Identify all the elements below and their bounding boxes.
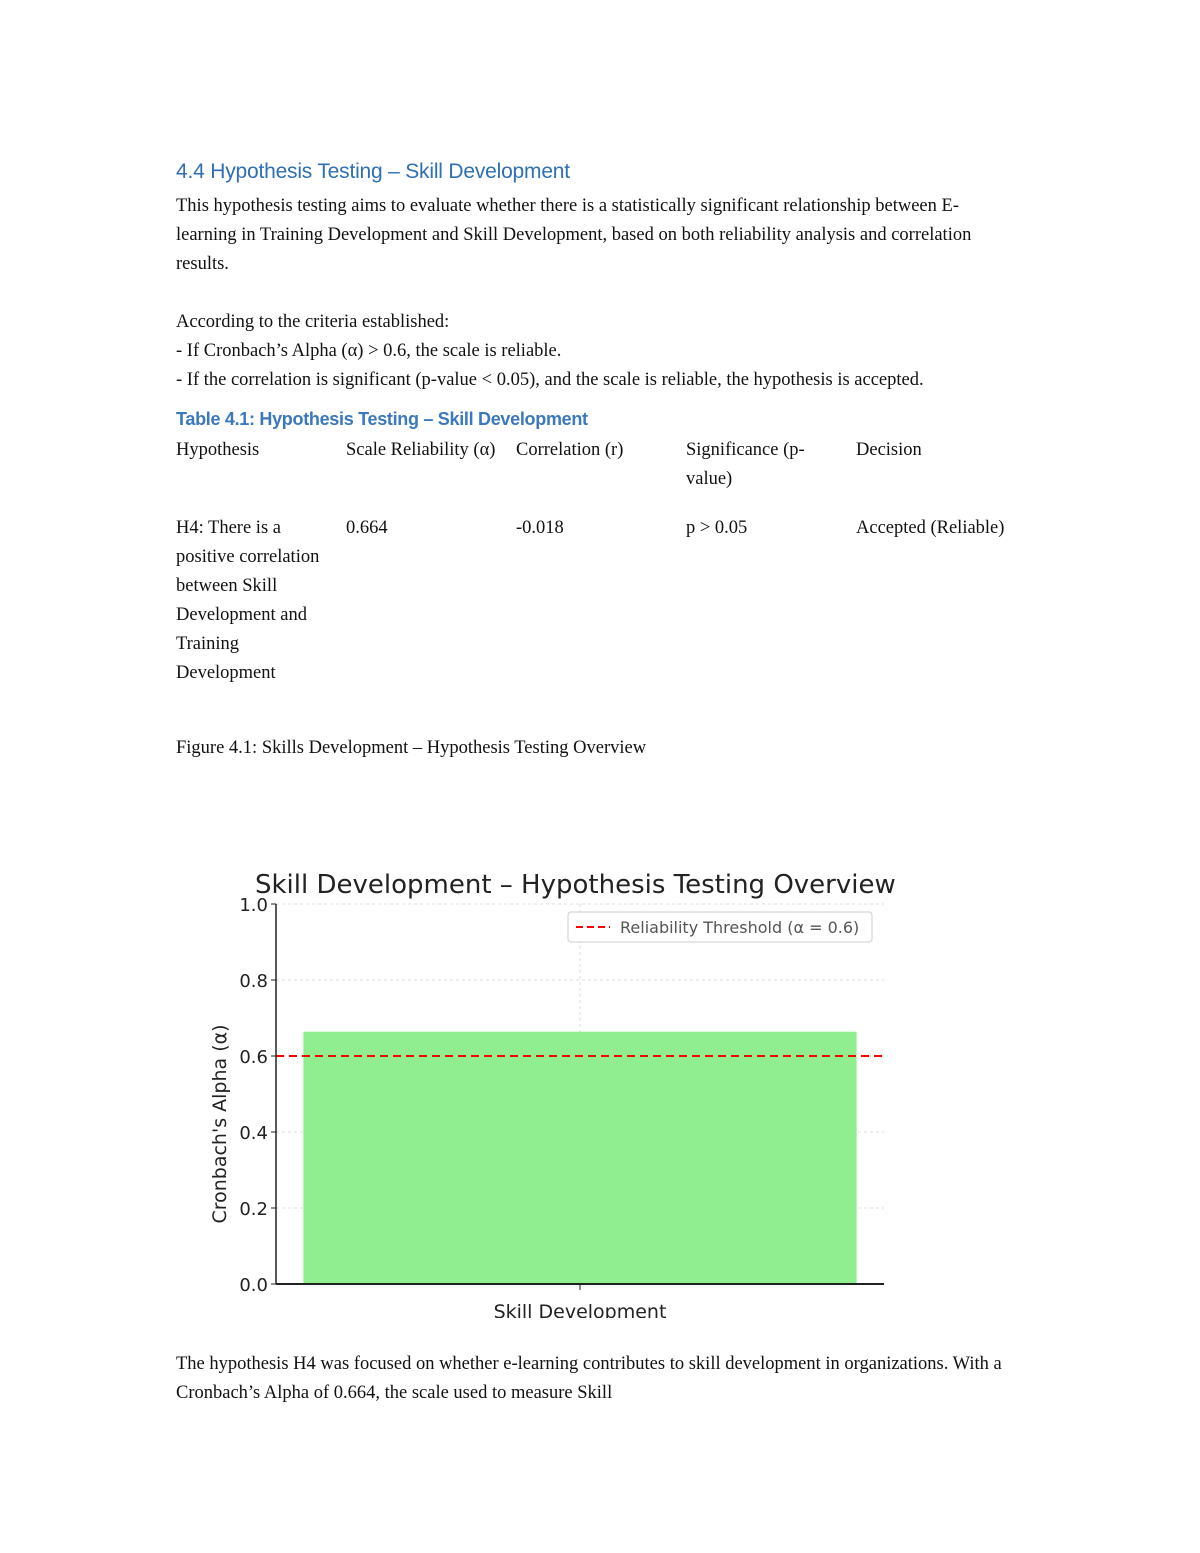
header-scale-reliability: Scale Reliability (α) [346, 440, 496, 460]
hypothesis-table [176, 436, 1026, 688]
cell-reliability: 0.664 [346, 518, 388, 538]
chart-title: Skill Development – Hypothesis Testing Overview [255, 870, 896, 900]
cell-decision: Accepted (Reliable) [856, 518, 1005, 538]
criterion-2: - If the correlation is significant (p-value < 0.05), and the scale is reliable, the hypothesis is accepted. [176, 370, 924, 390]
y-axis-label: Cronbach's Alpha (α) [209, 1024, 231, 1224]
intro-paragraph: This hypothesis testing aims to evaluate whether there is a statistically significant relationship between E-learning in Training Development and Skill Development, based on both reliability analysis and correlation results. [176, 196, 972, 274]
y-tick-label: 1.0 [239, 895, 268, 916]
y-tick-label: 0.8 [239, 971, 268, 992]
header-hypothesis: Hypothesis [176, 440, 260, 460]
conclusion-paragraph: The hypothesis H4 was focused on whether e-learning contributes to skill development in organizations. With a Cronbach’s Alpha of 0.664, the scale used to measure Skill [176, 1354, 1002, 1403]
legend-label: Reliability Threshold (α = 0.6) [620, 918, 860, 937]
section-heading: 4.4 Hypothesis Testing – Skill Development [176, 160, 570, 183]
bar-skill-development [303, 1032, 856, 1284]
cell-correlation: -0.018 [516, 518, 564, 538]
table-header-row [176, 436, 1026, 514]
y-tick-label: 0.2 [239, 1199, 268, 1220]
section-content [176, 160, 1016, 763]
figure-caption: Figure 4.1: Skills Development – Hypothesis Testing Overview [176, 738, 647, 758]
y-tick-label: 0.6 [239, 1047, 268, 1068]
chart-bars [303, 1032, 856, 1284]
cell-hypothesis: H4: There is a positive correlation between Skill Development and Training Development [176, 518, 320, 683]
criteria-intro: According to the criteria established: [176, 312, 450, 332]
x-axis-label: Skill Development [493, 1301, 667, 1318]
header-decision: Decision [856, 440, 922, 460]
cell-significance: p > 0.05 [686, 518, 748, 538]
y-tick-label: 0.4 [239, 1123, 268, 1144]
bar-chart [200, 858, 920, 1318]
table-caption: Table 4.1: Hypothesis Testing – Skill Development [176, 409, 588, 429]
figure-chart [200, 858, 920, 1318]
criterion-1: - If Cronbach’s Alpha (α) > 0.6, the scale is reliable. [176, 341, 562, 361]
header-significance: Significance (p-value) [686, 440, 805, 489]
conclusion-section [176, 1350, 1016, 1408]
chart-legend [568, 912, 872, 942]
table-row [176, 514, 1026, 688]
y-tick-labels [239, 895, 276, 1296]
y-tick-label: 0.0 [239, 1275, 268, 1296]
header-correlation: Correlation (r) [516, 440, 624, 460]
